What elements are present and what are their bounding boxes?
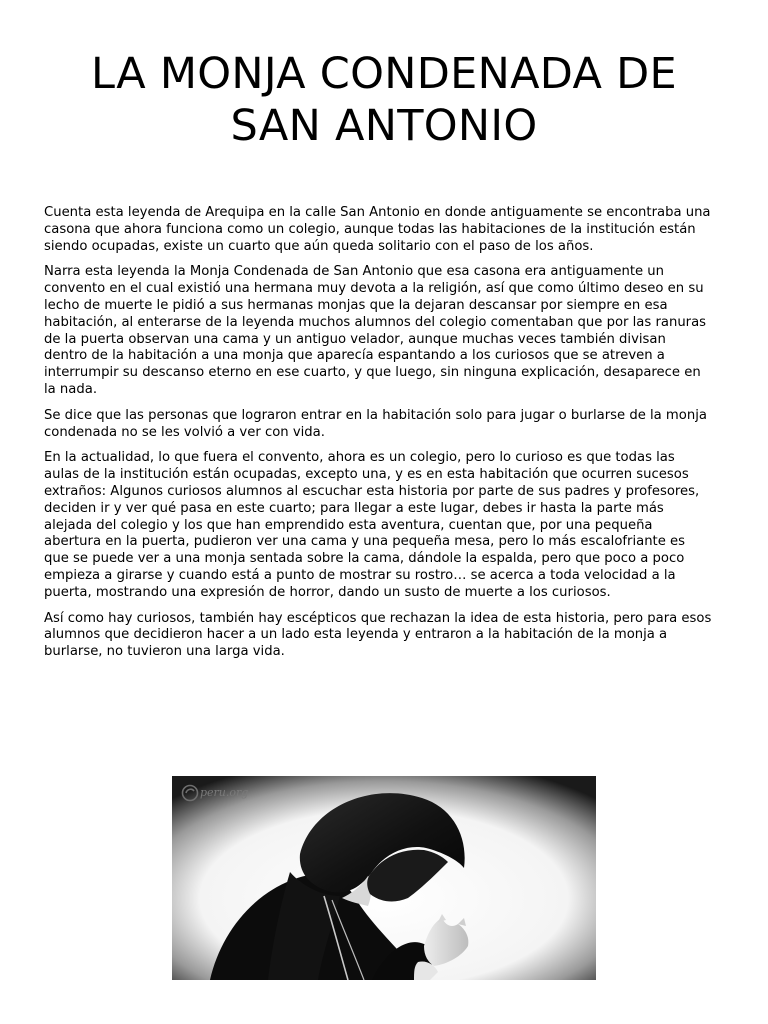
paragraph-2: Narra esta leyenda la Monja Condenada de San Antonio que esa casona era antiguamente un convento en el cual existió una hermana muy devota a la religión, así que como último deseo en su lecho de muerte le pidió a sus hermanas monjas que la dejaran descansar por siempre en esa habitación, al enterarse de la leyenda muchos alumnos del colegio comentaban que por las ranuras de la puerta observan una cama y un antiguo velador, aunque muchas veces también divisan dentro de la habitación a una monja que aparecía espantando a los curiosos que se atreven a interrumpir su descanso eterno en ese cuarto, y que luego, sin ninguna explicación, desaparece en la nada. bbox=[44, 264, 707, 397]
watermark-logo-icon bbox=[181, 784, 199, 802]
paragraph-1: Cuenta esta leyenda de Arequipa en la calle San Antonio en donde antiguamente se encontraba una casona que ahora funciona como un colegio, aunque todas las habitaciones de la institución están siendo ocupadas, existe un cuarto que aún queda solitario con el paso de los años. bbox=[44, 205, 711, 254]
document-body bbox=[44, 205, 712, 670]
nun-illustration bbox=[172, 776, 596, 980]
paragraph-3: Se dice que las personas que lograron entrar en la habitación solo para jugar o burlarse de la monja condenada no se les volvió a ver con vida. bbox=[44, 407, 707, 440]
paragraph-4: En la actualidad, lo que fuera el convento, ahora es un colegio, pero lo curioso es que todas las aulas de la institución están ocupadas, excepto una, y es en esta habitación que ocurren sucesos extraños: Algunos curiosos alumnos al escuchar esta historia por parte de sus padres y profesores, deciden ir y ver qué pasa en este cuarto; para llegar a este lugar, debes ir hasta la parte más alejada del colegio y los que han emprendido esta aventura, cuentan que, por una pequeña abertura en la puerta, pudieron ver una cama y una pequeña mesa, pero lo más escalofriante es que se puede ver a una monja sentada sobre la cama, dándole la espalda, pero que poco a poco empieza a girarse y cuando está a punto de mostrar su rostro… se acerca a toda velocidad a la puerta, mostrando una expresión de horror, dando un susto de muerte a los curiosos. bbox=[44, 450, 700, 600]
document-title: LA MONJA CONDENADA DE SAN ANTONIO bbox=[90, 49, 678, 151]
paragraph-5: Así como hay curiosos, también hay escépticos que rechazan la idea de esta historia, pero para esos alumnos que decidieron hacer a un lado esta leyenda y entraron a la habitación de la monja a burlarse, no tuvieron una larga vida. bbox=[44, 610, 712, 660]
watermark-text: peru.org bbox=[200, 786, 249, 799]
